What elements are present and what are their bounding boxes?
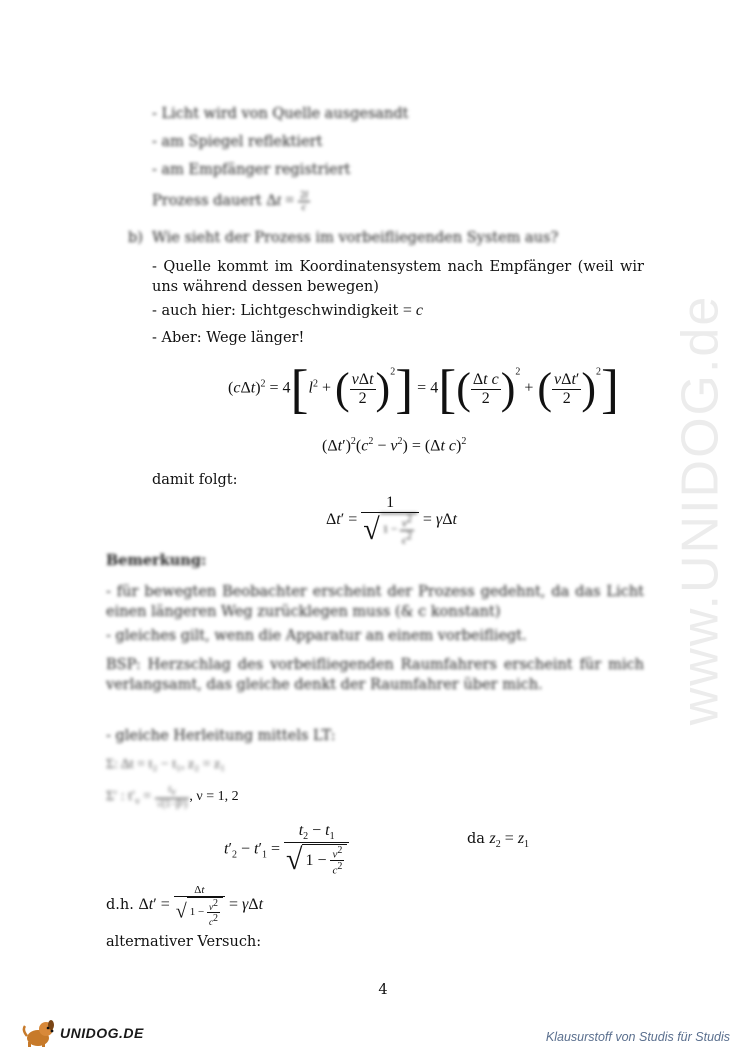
dh-label: d.h.: [106, 897, 134, 914]
page-number: 4: [378, 982, 388, 998]
dh-line: d.h. Δt′ = Δt √ 1 − $\frac{v^2}{c^2}$ = γΔt: [106, 884, 264, 927]
part-b-label: b): [128, 230, 143, 246]
nu-values: ν = 1, 2: [196, 789, 239, 805]
list-item: - am Empfänger registriert: [152, 162, 351, 178]
equation-simplified: $(\Delta t')^2(c^2 - v^2) = (\Delta t$ c)$^2$: [322, 436, 467, 455]
lt-intro: - gleiche Herleitung mittels LT:: [106, 728, 336, 744]
equation-time-dilation: Δt′ = 1 √ 1 − $\frac{v^2}{c^2}$ = γΔt: [326, 494, 457, 547]
lt-sigma-prime: Σ′ : $t'_\nu$ = $\frac{t_\nu}{\text{√(1−β²)}}$ , ν = 1, 2: [106, 784, 239, 810]
bemerkung-p1: - für bewegten Beobachter erscheint der Prozess gedehnt, da das Licht einen längeren Weg zurücklegen muss (& c konstant): [106, 584, 644, 620]
da-condition: da $z_2 = z_1$: [467, 830, 530, 851]
logo-text: UNIDOG.DE: [60, 1025, 144, 1041]
bemerkung-heading: Bemerkung:: [106, 552, 207, 569]
footer-tagline: Klausurstoff von Studis für Studis: [545, 1030, 730, 1044]
damit-folgt: damit folgt:: [152, 472, 238, 488]
bemerkung-p3: BSP: Herzschlag des vorbeifliegenden Raumfahrers erscheint für mich verlangsamt, das gleiche denkt der Raumfahrer über mich.: [106, 657, 644, 693]
watermark-text: www.UNIDOG.de: [671, 294, 729, 726]
bemerkung-p2: - gleiches gilt, wenn die Apparatur an einem vorbeifliegt.: [106, 628, 527, 644]
part-b-question: Wie sieht der Prozess im vorbeifliegenden System aus?: [152, 230, 559, 246]
equation-light-path: $(c\Delta t)^2 = 4[l^2$ + ( $\frac{\text{vΔt}}{2}$ )$^2$] = 4[( $\frac{\text{Δt c}}{2}$ )$^2$ + ( $\frac{\text{vΔt′}}{2}$ )$^2$]: [228, 359, 620, 419]
equation-lt-diff: $t'_2 - t'_1$ = $t_2 - t_1$ √ 1 − $\frac{v^2}{c^2}$: [224, 822, 349, 877]
auch-hier-text: - auch hier: Lichtgeschwindigkeit: [152, 303, 399, 319]
paragraph-quelle: - Quelle kommt im Koordinatensystem nach Empfänger (weil wir uns während dessen bewegen): [152, 259, 644, 295]
sigma-prime-label: Σ′ : t′: [106, 789, 136, 805]
footer-logo: [22, 1018, 144, 1048]
watermark: [650, 280, 750, 740]
process-duration-line: Prozess dauert Δt = $\frac{2l}{c}$: [152, 190, 308, 213]
list-item: - Licht wird von Quelle ausgesandt: [152, 106, 409, 122]
list-item: - am Spiegel reflektiert: [152, 134, 323, 150]
lt-sigma: Σ: Δt = t₂ − t₁, z₂ = z₁: [106, 757, 226, 772]
paragraph-auch-hier: - auch hier: Lichtgeschwindigkeit = c: [152, 302, 424, 319]
dog-logo-icon: [22, 1018, 56, 1048]
alternativer-versuch: alternativer Versuch:: [106, 934, 262, 950]
paragraph-aber: - Aber: Wege länger!: [152, 330, 305, 346]
process-label: Prozess dauert: [152, 193, 262, 210]
da-label: da: [467, 831, 485, 847]
